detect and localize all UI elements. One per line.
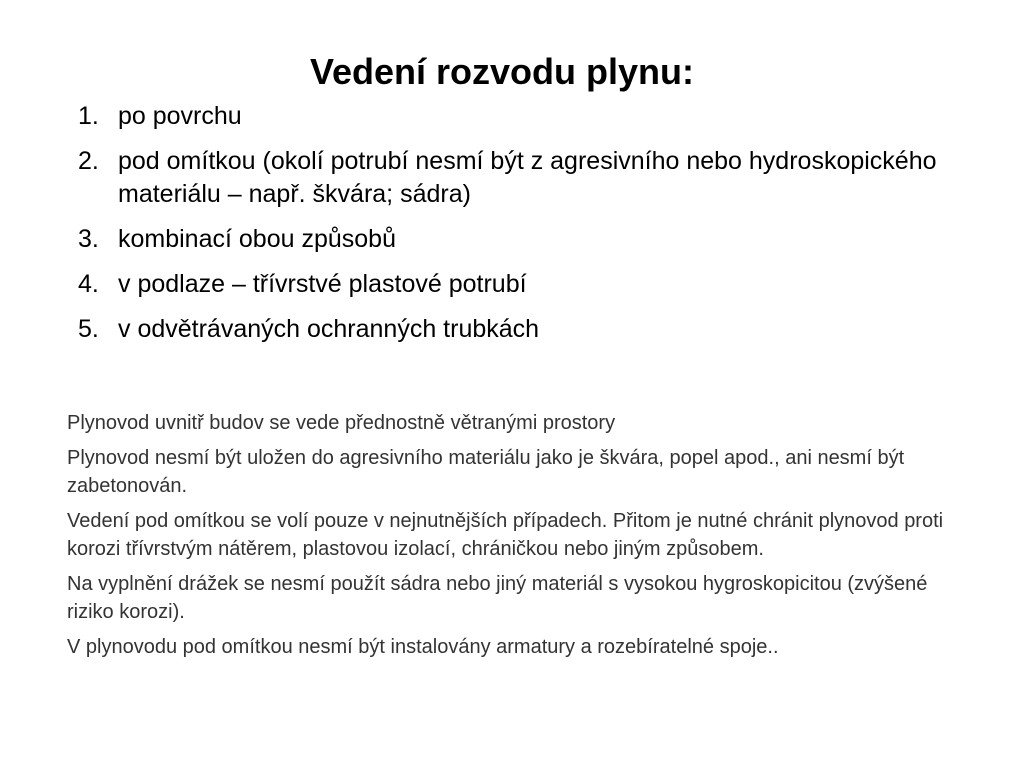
note-paragraph-5: V plynovodu pod omítkou nesmí být instalovány armatury a rozebíratelné spoje..	[67, 636, 779, 658]
list-text: kombinací obou způsobů	[118, 225, 396, 253]
numbered-list	[78, 100, 958, 358]
list-item-3	[78, 223, 958, 256]
slide-title: Vedení rozvodu plynu:	[309, 51, 695, 93]
list-text: v podlaze – třívrstvé plastové potrubí	[118, 270, 527, 298]
note-paragraph-1: Plynovod uvnitř budov se vede přednostně větranými prostory	[67, 412, 616, 434]
list-number: 5.	[78, 315, 99, 343]
list-item-4	[78, 268, 958, 301]
list-item-5	[78, 313, 958, 346]
list-number: 1.	[78, 102, 99, 130]
list-text: v odvětrávaných ochranných trubkách	[118, 315, 540, 343]
list-text: po povrchu	[118, 102, 242, 130]
note-paragraph-4: Na vyplnění drážek se nesmí použít sádra nebo jiný materiál s vysokou hygroskopicitou (zvýšené riziko korozi).	[67, 573, 928, 623]
list-item-1	[78, 100, 958, 133]
list-text: pod omítkou (okolí potrubí nesmí být z agresivního nebo hydroskopického materiálu – např. škvára; sádra)	[118, 147, 937, 208]
note-paragraph-3: Vedení pod omítkou se volí pouze v nejnutnějších případech. Přitom je nutné chránit plynovod proti korozi třívrstvým nátěrem, plastovou izolací, chráničkou nebo jiným způsobem.	[67, 510, 944, 560]
list-number: 3.	[78, 225, 99, 253]
list-number: 4.	[78, 270, 99, 298]
list-number: 2.	[78, 147, 99, 175]
notes-section	[67, 409, 947, 668]
list-item-2	[78, 145, 958, 211]
note-paragraph-2: Plynovod nesmí být uložen do agresivního materiálu jako je škvára, popel apod., ani nesmí být zabetonován.	[67, 447, 905, 497]
